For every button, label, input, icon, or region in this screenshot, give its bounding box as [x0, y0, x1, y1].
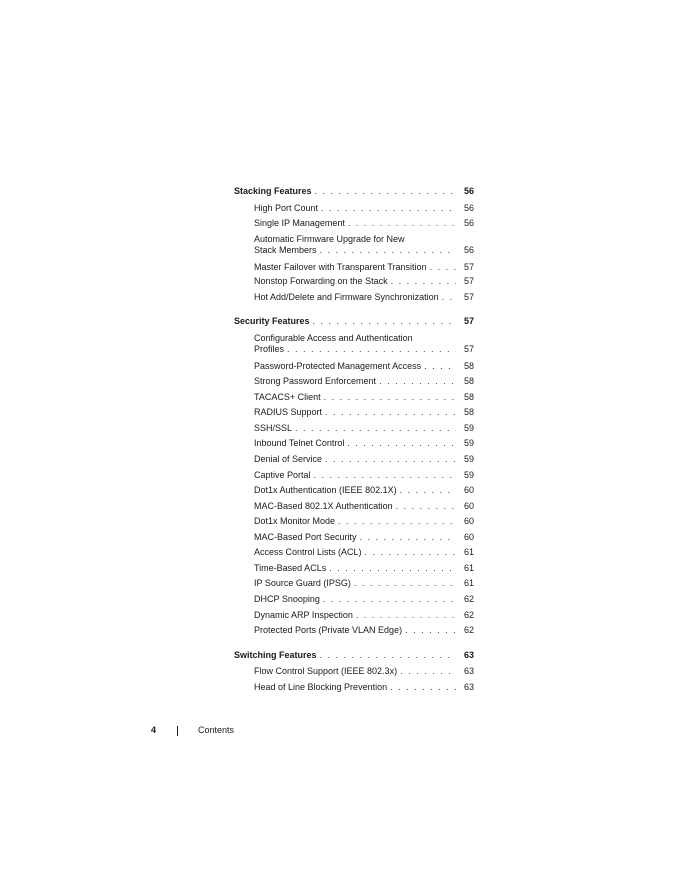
dot-leader — [325, 454, 456, 465]
toc-section-entry[interactable] — [234, 316, 474, 327]
dot-leader — [354, 578, 456, 589]
dot-leader — [424, 361, 456, 372]
dot-leader — [315, 186, 456, 197]
toc-entry-title: Captive Portal — [254, 470, 311, 480]
toc-entry[interactable] — [254, 376, 474, 387]
toc-page-number: 57 — [463, 316, 474, 326]
toc-page-number: 61 — [463, 578, 474, 588]
toc-page-number: 59 — [463, 423, 474, 433]
toc-page-number: 58 — [463, 376, 474, 386]
toc-entry[interactable] — [254, 563, 474, 574]
dot-leader — [400, 666, 456, 677]
toc-page-number: 56 — [463, 245, 474, 255]
dot-leader — [442, 292, 456, 303]
toc-page-number: 57 — [463, 292, 474, 302]
toc-entry[interactable] — [254, 682, 474, 693]
dot-leader — [360, 532, 456, 543]
toc-page-number: 63 — [463, 666, 474, 676]
toc-entry-title: Head of Line Blocking Prevention — [254, 682, 388, 692]
toc-page-number: 58 — [463, 407, 474, 417]
page-footer — [0, 725, 680, 739]
toc-section-entry[interactable] — [234, 650, 474, 661]
toc-entry[interactable] — [254, 625, 474, 636]
toc-page-number: 58 — [463, 361, 474, 371]
dot-leader — [320, 650, 456, 661]
toc-entry-title: High Port Count — [254, 203, 319, 213]
toc-page-number: 59 — [463, 454, 474, 464]
toc-entry-title: Inbound Telnet Control — [254, 438, 345, 448]
dot-leader — [405, 625, 456, 636]
toc-entry[interactable] — [254, 276, 474, 287]
toc-entry[interactable] — [254, 292, 474, 303]
toc-entry[interactable] — [254, 392, 474, 403]
toc-entry[interactable] — [254, 470, 474, 481]
toc-entry[interactable] — [254, 423, 474, 434]
toc-page-number: 56 — [463, 186, 474, 196]
dot-leader — [347, 438, 456, 449]
toc-page-number: 61 — [463, 547, 474, 557]
toc-entry[interactable] — [254, 234, 474, 256]
footer-divider — [177, 726, 178, 736]
toc-entry-title: Profiles — [254, 344, 285, 354]
toc-page-number: 60 — [463, 485, 474, 495]
toc-entry-title: MAC-Based Port Security — [254, 532, 357, 542]
dot-leader — [379, 376, 456, 387]
toc-entry[interactable] — [254, 594, 474, 605]
toc-page-number: 59 — [463, 438, 474, 448]
dot-leader — [325, 407, 456, 418]
toc-entry[interactable] — [254, 501, 474, 512]
dot-leader — [295, 423, 456, 434]
toc-entry-title: Strong Password Enforcement — [254, 376, 377, 386]
toc-entry-title: DHCP Snooping — [254, 594, 320, 604]
toc-entry[interactable] — [254, 218, 474, 229]
toc-entry-title: MAC-Based 802.1X Authentication — [254, 501, 393, 511]
toc-entry-title: Dot1x Monitor Mode — [254, 516, 336, 526]
dot-leader — [338, 516, 456, 527]
toc-entry-title: Protected Ports (Private VLAN Edge) — [254, 625, 403, 635]
toc-page-number: 59 — [463, 470, 474, 480]
toc-entry-title: TACACS+ Client — [254, 392, 321, 402]
toc-page-number: 56 — [463, 203, 474, 213]
toc-entry[interactable] — [254, 203, 474, 214]
toc-entry-title: Dot1x Authentication (IEEE 802.1X) — [254, 485, 397, 495]
toc-page-number: 57 — [463, 262, 474, 272]
toc-page-number: 57 — [463, 344, 474, 354]
toc-entry-title: Time-Based ACLs — [254, 563, 327, 573]
toc-entry-title: Stack Members — [254, 245, 317, 255]
dot-leader — [321, 203, 456, 214]
toc-entry[interactable] — [254, 361, 474, 372]
toc-entry-title: RADIUS Support — [254, 407, 323, 417]
dot-leader — [287, 344, 456, 355]
toc-page-number: 63 — [463, 682, 474, 692]
toc-page-number: 62 — [463, 610, 474, 620]
toc-entry-title: Flow Control Support (IEEE 802.3x) — [254, 666, 398, 676]
toc-entry-title: Master Failover with Transparent Transition — [254, 262, 427, 272]
dot-leader — [400, 485, 456, 496]
dot-leader — [320, 245, 456, 256]
dot-leader — [365, 547, 456, 558]
toc-page-number: 62 — [463, 625, 474, 635]
toc-page-number: 58 — [463, 392, 474, 402]
toc-entry-title: Single IP Management — [254, 218, 345, 228]
toc-entry-title: SSH/SSL — [254, 423, 293, 433]
toc-entry-title: Nonstop Forwarding on the Stack — [254, 276, 388, 286]
dot-leader — [390, 682, 456, 693]
page-number: 4 — [151, 725, 157, 735]
toc-entry[interactable] — [254, 666, 474, 677]
dot-leader — [391, 276, 456, 287]
toc-entry[interactable] — [254, 407, 474, 418]
dot-leader — [430, 262, 456, 273]
toc-entry-title: Password-Protected Management Access — [254, 361, 422, 371]
toc-entry-title: Hot Add/Delete and Firmware Synchronization — [254, 292, 439, 302]
toc-entry-title: IP Source Guard (IPSG) — [254, 578, 351, 588]
toc-entry-title-line: Configurable Access and Authentication — [254, 333, 413, 343]
toc-page-number: 56 — [463, 218, 474, 228]
toc-page-number: 63 — [463, 650, 474, 660]
toc-entry-title: Stacking Features — [234, 186, 312, 196]
dot-leader — [314, 470, 456, 481]
toc-entry-title: Denial of Service — [254, 454, 323, 464]
dot-leader — [356, 610, 456, 621]
toc-page-number: 62 — [463, 594, 474, 604]
dot-leader — [324, 392, 456, 403]
dot-leader — [323, 594, 456, 605]
toc-page-number: 60 — [463, 532, 474, 542]
toc-entry[interactable] — [254, 516, 474, 527]
toc-entry[interactable] — [254, 578, 474, 589]
dot-leader — [329, 563, 456, 574]
toc-entry[interactable] — [254, 532, 474, 543]
toc-entry-title: Dynamic ARP Inspection — [254, 610, 353, 620]
toc-page-number: 61 — [463, 563, 474, 573]
toc-entry-title: Access Control Lists (ACL) — [254, 547, 362, 557]
toc-page-number: 57 — [463, 276, 474, 286]
footer-label: Contents — [198, 725, 235, 735]
toc-entry[interactable] — [254, 454, 474, 465]
dot-leader — [313, 316, 456, 327]
toc-page-number: 60 — [463, 516, 474, 526]
toc-entry-title: Switching Features — [234, 650, 317, 660]
toc-section-entry[interactable] — [234, 186, 474, 197]
toc-entry[interactable] — [254, 262, 474, 273]
toc-entry[interactable] — [254, 610, 474, 621]
toc-entry[interactable] — [254, 438, 474, 449]
toc-entry[interactable] — [254, 485, 474, 496]
dot-leader — [396, 501, 456, 512]
toc-entry[interactable] — [254, 547, 474, 558]
toc-entry-title: Security Features — [234, 316, 310, 326]
toc-entry-title-line: Automatic Firmware Upgrade for New — [254, 234, 405, 244]
toc-entry[interactable] — [254, 333, 474, 355]
dot-leader — [348, 218, 456, 229]
toc-page-number: 60 — [463, 501, 474, 511]
